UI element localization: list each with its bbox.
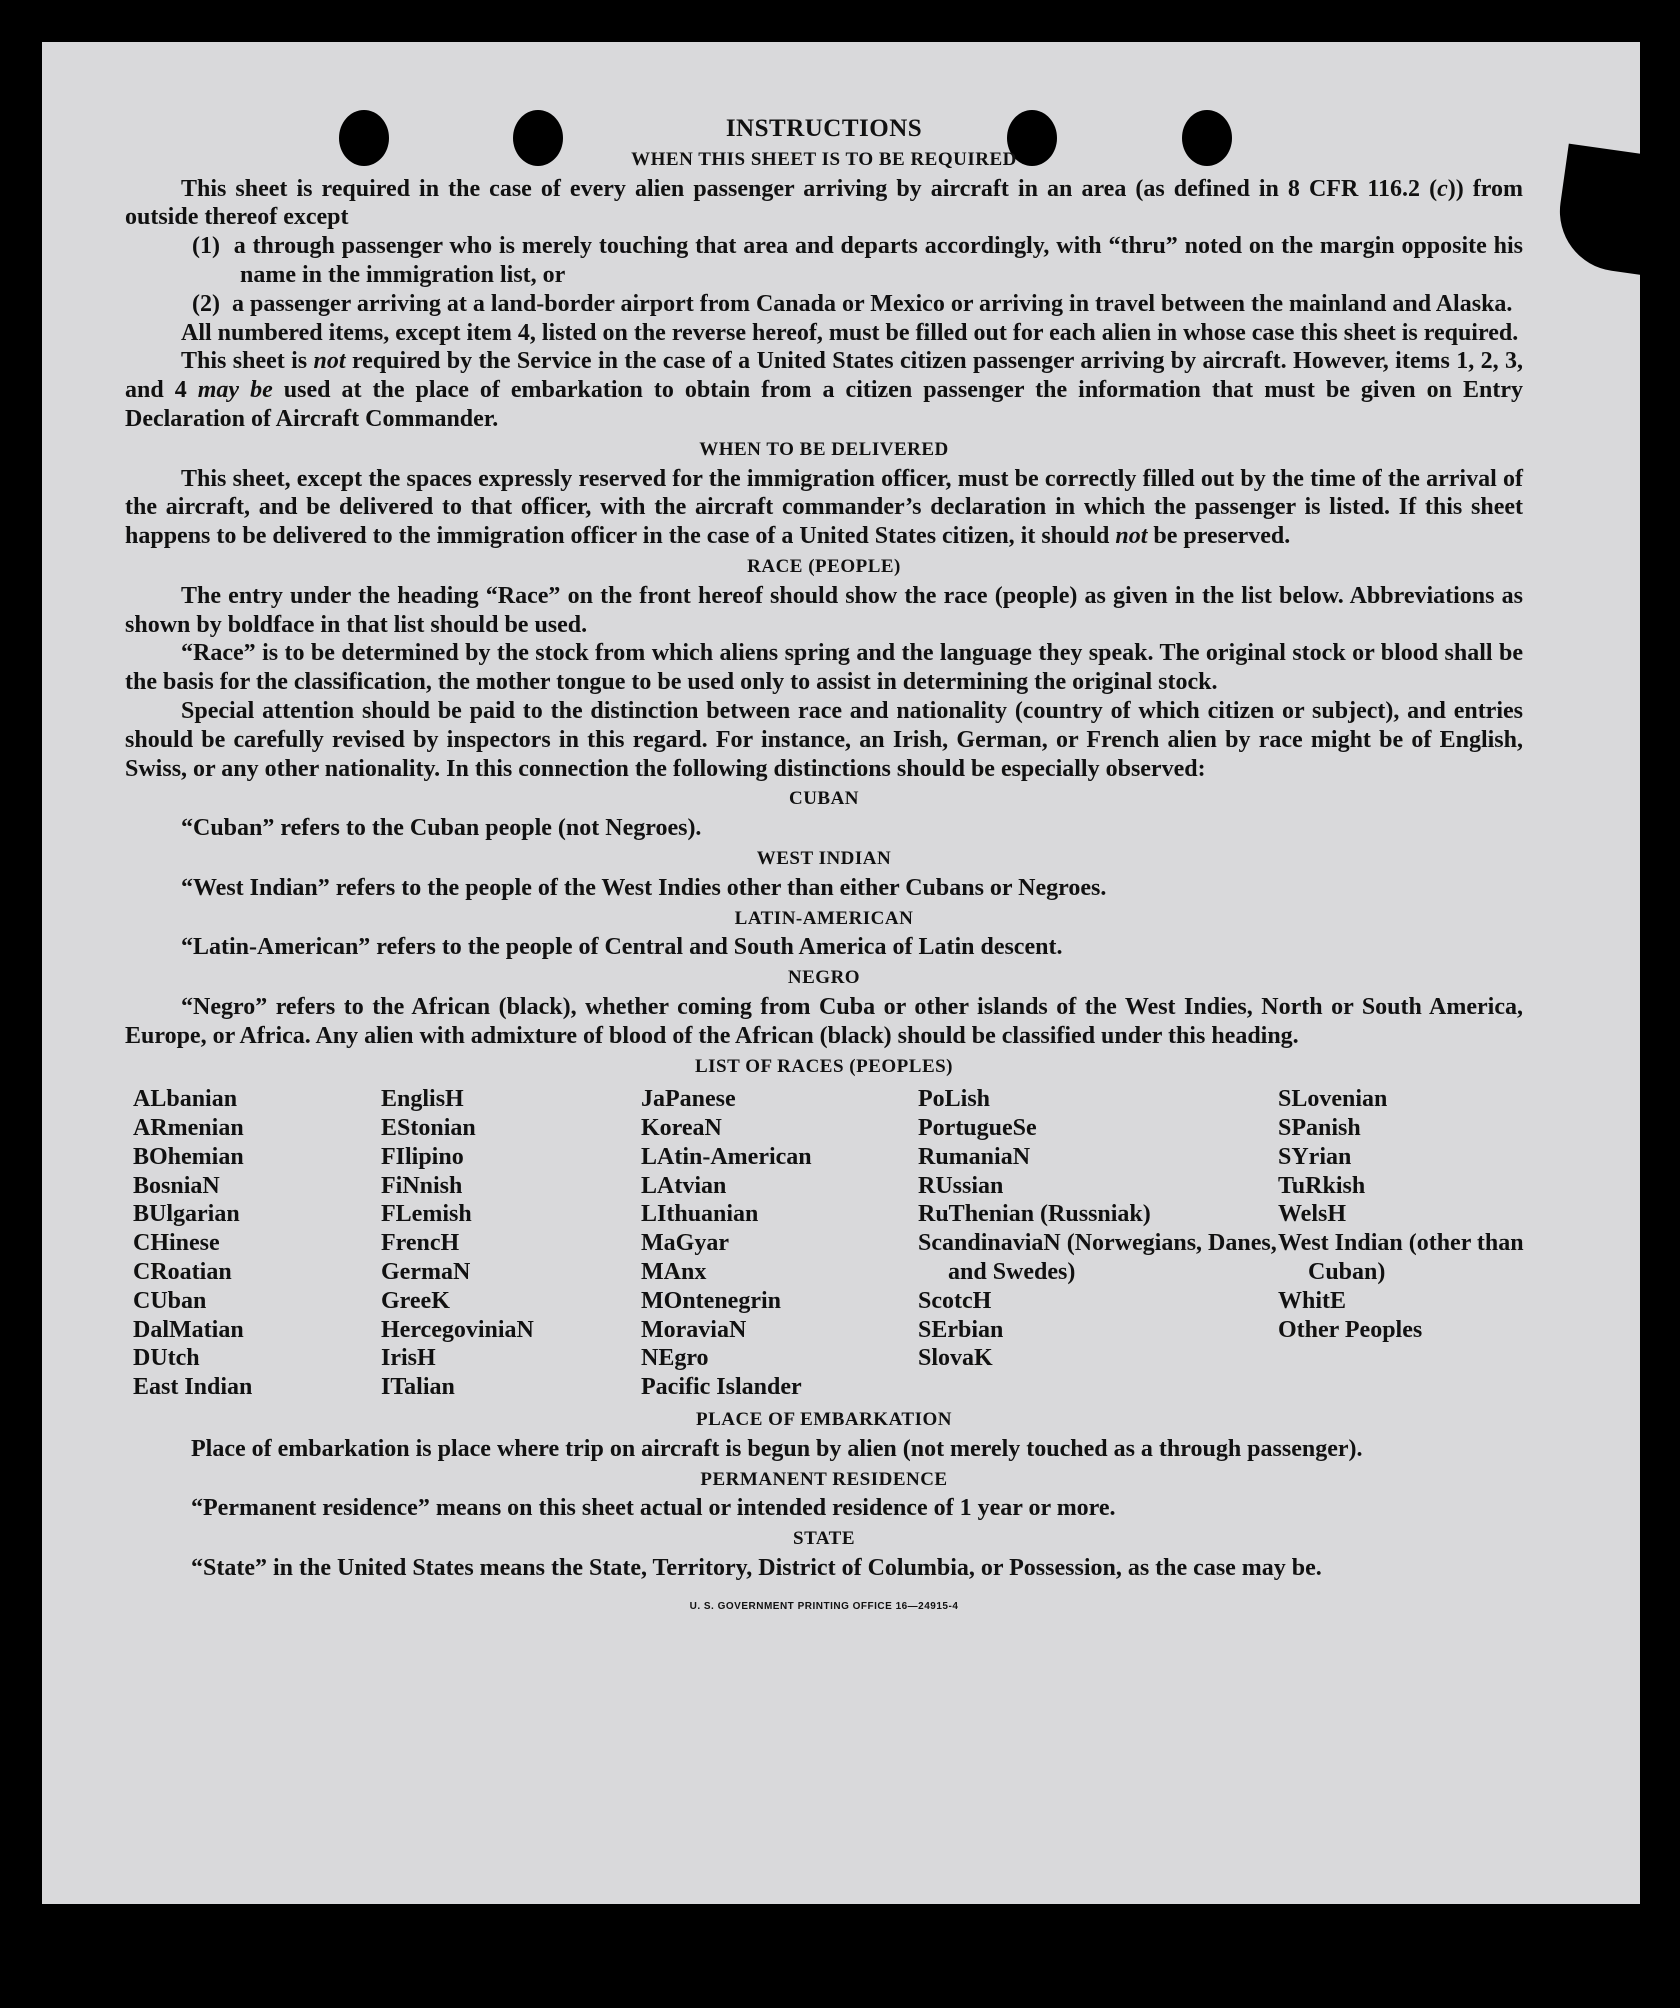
- paragraph: Special attention should be paid to the distinction between race and nationality (country of which citizen or subject), and entries should be carefully revised by inspectors in this regard. For instance, an Irish, German, or French alien by race might be of English, Swiss, or any other nationality. In this connection the following distinctions should be especially observed:: [125, 697, 1523, 782]
- race-item: ALbanian: [133, 1086, 238, 1113]
- race-item: GreeK: [381, 1287, 450, 1314]
- race-item: SErbian: [918, 1316, 1004, 1343]
- race-item: BOhemian: [133, 1143, 244, 1170]
- race-column: [1278, 1085, 1531, 1402]
- paragraph: “Permanent residence” means on this sheet actual or intended residence of 1 year or more.: [191, 1495, 1116, 1522]
- instructions-content: [125, 115, 1523, 1622]
- paragraph: [125, 465, 1523, 551]
- race-item: LAtin-American: [641, 1143, 812, 1170]
- race-item: PoLish: [918, 1086, 991, 1113]
- race-item: CHinese: [133, 1230, 220, 1257]
- race-item: MAnx: [641, 1259, 707, 1286]
- race-item: JaPanese: [641, 1086, 736, 1113]
- race-item: NEgro: [641, 1345, 709, 1372]
- heading-west-indian: WEST INDIAN: [756, 847, 892, 869]
- race-item: BUlgarian: [133, 1201, 240, 1228]
- race-item: CUban: [133, 1287, 207, 1314]
- race-column: [133, 1085, 381, 1402]
- race-item: PortugueSe: [918, 1115, 1037, 1142]
- paragraph: [125, 347, 1523, 433]
- text: required by the Service in the case of a United States citizen passenger arriving by aircraft. However, items 1, 2, 3, and 4: [125, 348, 1524, 404]
- race-item: KoreaN: [641, 1115, 722, 1142]
- race-item: SLovenian: [1278, 1086, 1388, 1113]
- race-column: [381, 1085, 641, 1402]
- heading-latin-american: LATIN-AMERICAN: [734, 907, 914, 929]
- race-item: WhitE: [1278, 1287, 1347, 1314]
- race-item: EStonian: [381, 1115, 476, 1142]
- race-list: [133, 1085, 1523, 1402]
- race-item: LIthuanian: [641, 1201, 759, 1228]
- paragraph: [125, 175, 1523, 233]
- heading-list-of-races: LIST OF RACES (PEOPLES): [694, 1055, 954, 1077]
- race-item: FLemish: [381, 1201, 472, 1228]
- page-title: INSTRUCTIONS: [725, 115, 923, 142]
- paragraph: All numbered items, except item 4, listed on the reverse hereof, must be filled out for each alien in whose case this sheet is required.: [181, 319, 1519, 346]
- race-item: MOntenegrin: [641, 1287, 781, 1314]
- heading-residence: PERMANENT RESIDENCE: [700, 1468, 948, 1490]
- race-column: [918, 1085, 1278, 1402]
- text: may be: [197, 377, 273, 404]
- heading-state: STATE: [793, 1528, 855, 1550]
- race-item: EnglisH: [381, 1086, 464, 1113]
- race-item: ScotcH: [918, 1287, 992, 1314]
- race-item: FrencH: [381, 1230, 460, 1257]
- item-number: (2): [192, 290, 220, 317]
- text: not: [313, 348, 346, 375]
- race-item: ScandinaviaN (Norwegians, Danes, and Swedes): [918, 1230, 1277, 1286]
- text: This sheet is: [181, 348, 314, 375]
- race-item: ARmenian: [133, 1115, 244, 1142]
- paragraph: “Negro” refers to the African (black), whether coming from Cuba or other islands of the West Indies, North or South America, Europe, or Africa. Any alien with admixture of blood of the African (black) should be classified under this heading.: [125, 993, 1523, 1049]
- race-item: BosniaN: [133, 1172, 220, 1199]
- race-item: ITalian: [381, 1374, 455, 1401]
- race-item: FiNnish: [381, 1172, 463, 1199]
- exception-item-1: [125, 232, 1523, 290]
- text: This sheet is required in the case of every alien passenger arriving by aircraft in an area (as defined in 8 CFR 116.2 (: [181, 175, 1438, 202]
- race-item: RuThenian (Russniak): [918, 1201, 1151, 1228]
- item-text: a passenger arriving at a land-border airport from Canada or Mexico or arriving in travel between the mainland and Alaska.: [231, 290, 1513, 317]
- race-item: SlovaK: [918, 1345, 993, 1372]
- heading-cuban: CUBAN: [788, 788, 860, 810]
- race-item: RUssian: [918, 1172, 1004, 1199]
- text: c: [1437, 175, 1448, 202]
- race-item: SPanish: [1278, 1115, 1361, 1142]
- race-item: RumaniaN: [918, 1143, 1031, 1170]
- race-item: Pacific Islander: [641, 1374, 802, 1401]
- race-item: East Indian: [133, 1374, 253, 1401]
- item-text: a through passenger who is merely touching that area and departs accordingly, with “thru” noted on the margin opposite his name in the immigration list, or: [233, 233, 1523, 288]
- race-item: IrisH: [381, 1345, 436, 1372]
- paragraph: “Latin-American” refers to the people of Central and South America of Latin descent.: [181, 934, 1063, 961]
- race-item: Other Peoples: [1278, 1316, 1423, 1343]
- text: be preserved.: [1147, 523, 1291, 550]
- race-item: DalMatian: [133, 1316, 244, 1343]
- paragraph: “State” in the United States means the State, Territory, District of Columbia, or Possession, as the case may be.: [191, 1555, 1322, 1582]
- race-item: CRoatian: [133, 1259, 232, 1286]
- race-item: MoraviaN: [641, 1316, 747, 1343]
- race-column: [641, 1085, 918, 1402]
- printer-imprint: U. S. GOVERNMENT PRINTING OFFICE 16—24915-4: [689, 1600, 959, 1612]
- paragraph: “Race” is to be determined by the stock from which aliens spring and the language they speak. The original stock or blood shall be the basis for the classification, the mother tongue to be used only to assist in determining the original stock.: [125, 640, 1523, 696]
- text: This sheet, except the spaces expressly reserved for the immigration officer, must be correctly filled out by the time of the arrival of the aircraft, and be delivered to that officer, with the aircraft commander’s declaration in which the passenger is listed. If this sheet happens to be delivered to the immigration officer in the case of a United States citizen, it should: [125, 465, 1523, 550]
- race-item: West Indian (other than Cuban): [1278, 1230, 1524, 1286]
- exception-item-2: [125, 290, 1523, 319]
- paragraph: The entry under the heading “Race” on the front hereof should show the race (people) as given in the list below. Abbreviations as shown by boldface in that list should be used.: [125, 582, 1523, 638]
- heading-race: RACE (PEOPLE): [747, 555, 901, 577]
- heading-delivered: WHEN TO BE DELIVERED: [699, 438, 949, 460]
- race-item: MaGyar: [641, 1230, 729, 1257]
- race-item: SYrian: [1278, 1143, 1352, 1170]
- race-item: GermaN: [381, 1259, 471, 1286]
- paragraph: Place of embarkation is place where trip on aircraft is begun by alien (not merely touched as a through passenger).: [191, 1435, 1363, 1462]
- text: not: [1115, 523, 1148, 550]
- heading-required: WHEN THIS SHEET IS TO BE REQUIRED: [631, 148, 1017, 170]
- text: )) from outside thereof except: [125, 175, 1523, 231]
- paragraph: “Cuban” refers to the Cuban people (not Negroes).: [181, 815, 702, 842]
- item-number: (1): [192, 233, 220, 260]
- text: used at the place of embarkation to obtain from a citizen passenger the information that must be given on Entry Declaration of Aircraft Commander.: [125, 377, 1523, 432]
- race-item: LAtvian: [641, 1172, 727, 1199]
- race-item: HercegoviniaN: [381, 1316, 534, 1343]
- paragraph: “West Indian” refers to the people of the West Indies other than either Cubans or Negroes.: [181, 874, 1107, 901]
- race-item: TuRkish: [1278, 1172, 1366, 1199]
- race-item: FIlipino: [381, 1143, 464, 1170]
- heading-embarkation: PLACE OF EMBARKATION: [696, 1409, 952, 1431]
- race-item: WelsH: [1278, 1201, 1347, 1228]
- heading-negro: NEGRO: [787, 967, 861, 989]
- race-item: DUtch: [133, 1345, 200, 1372]
